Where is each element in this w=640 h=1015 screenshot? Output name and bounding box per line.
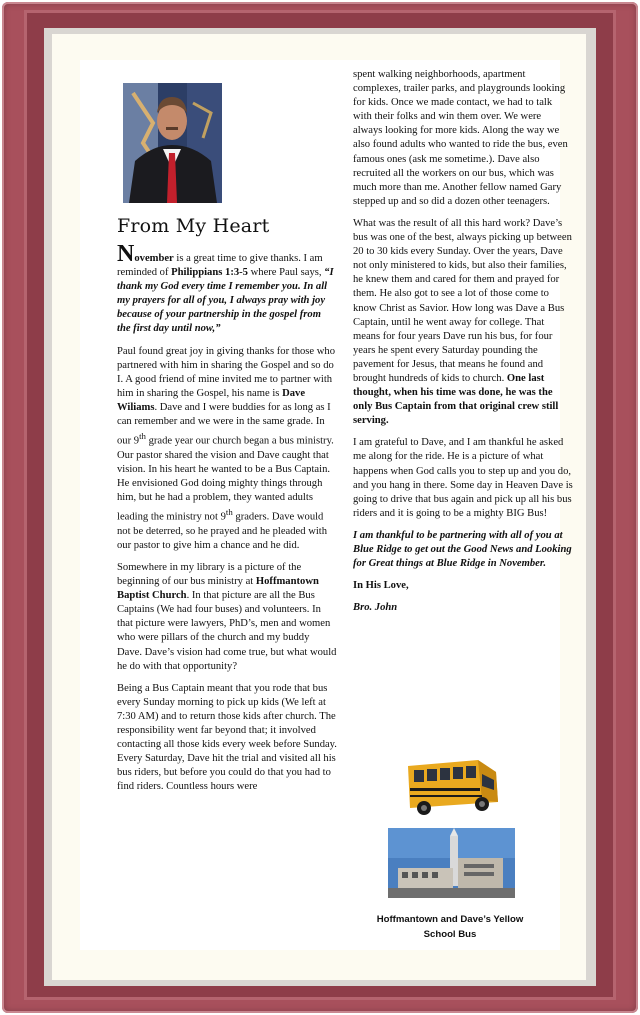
right-column: [353, 68, 573, 623]
text: ovember: [134, 253, 174, 264]
caption-line: School Bus: [423, 929, 477, 940]
text: grade year our church began a bus ministry. Our pastor shared the vision and Dave caught that vision. In his heart he wanted to be a Bus Captain. He envisioned God doing mighty things through him, but he had a problem, they wanted adults leading the ministry not 9: [117, 435, 334, 523]
superscript: th: [225, 507, 233, 518]
text: . In that picture are all the Bus Captains (We had four buses) and volunteers. In that picture were lawyers, PhD’s, men and women who were pillars of the church and my buddy Dave. Dave’s vision had come true, but what would he do with that opportunity?: [117, 590, 337, 672]
paragraph: [117, 345, 337, 553]
paragraph: Being a Bus Captain meant that you rode that bus every Sunday morning to pick up kids (We left at 7:30 AM) and to return those kids after church. The responsibility went far beyond that; it involved contacting all those kids every week before Sunday. Every Saturday, Dave hit the trial and visited all his bus riders, but before you could do that you had to find riders. Countless hours were: [117, 682, 337, 793]
superscript: th: [139, 431, 146, 442]
article-title: From My Heart: [117, 215, 270, 237]
author-photo: [123, 83, 222, 203]
text: Paul found great joy in giving thanks for those who partnered with him in sharing the Gospel and so do I. A good friend of mine invited me to partner with him in sharing the Gospel, his name is: [117, 345, 336, 399]
scripture-ref: Philippians 1:3-5: [171, 267, 248, 279]
church-building-image: [388, 828, 515, 898]
signoff: In His Love,: [353, 580, 409, 592]
text: is a great time to give thanks. I am reminded of: [117, 253, 323, 279]
drop-cap: N: [117, 241, 135, 267]
paragraph: I am grateful to Dave, and I am thankful he asked me along for the ride. He is a picture of what happens when God calls you to step up and you do, and you hang in there. Some day in Heaven Dave is going to drive that bus again and pick up all his bus riders and it is going to be a mighty BIG Bus!: [353, 437, 573, 519]
left-column: [117, 241, 337, 802]
bold-text: One last thought, when his time was done, he was the only Bus Captain from that original crew still serving.: [353, 372, 559, 427]
name: Dave Wiliams: [117, 387, 306, 413]
text: What was the result of all this hard work? Dave’s bus was one of the best, always picking up between 20 to 30 kids every Sunday. Over the years, Dave not only ministered to kids, but also their families, he knew them and cared for them and prayed for them. He also got to see a lot of those come to know Christ as Savior. How long was Dave a Bus Captain, until he went away for college. That means for four years Dave run his bus, for four years he spent every Saturday pounding the pavement for Jesus, that means he found and brought hundreds of kids to church.: [353, 217, 572, 384]
text: Somewhere in my library is a picture of the beginning of our bus ministry at: [117, 561, 302, 588]
image-caption: [355, 912, 545, 942]
paragraph: [117, 241, 337, 337]
text: . Dave and I were buddies for as long as I can remember and we were in the same grade. In our 9: [117, 401, 331, 447]
text: graders. Dave would not be deterred, so he prayed and he pleaded with our pastor to give him a chance and he did.: [117, 511, 328, 551]
paragraph: spent walking neighborhoods, apartment complexes, trailer parks, and playgrounds looking for kids. Once we made contact, we had to talk with their folks and win them over. We were always looking for more kids. Along the way we also found adults who wanted to ride the bus, even famous ones (ask me sometime.). Dave also recruited all the workers on our bus, which was much more than me. Another fellow named Gary stepped up and so did a dozen other teenagers.: [353, 69, 568, 207]
paragraph: [353, 217, 573, 428]
paragraph: [117, 561, 337, 674]
church-name: Hoffmantown Baptist Church: [117, 576, 319, 602]
text: where Paul says,: [247, 267, 325, 279]
signature: Bro. John: [353, 602, 398, 614]
closing-paragraph: I am thankful to be partnering with all of you at Blue Ridge to get out the Good News and Looking for Great things at Blue Ridge in November.: [353, 529, 572, 570]
school-bus-image: [400, 752, 503, 822]
caption-line: Hoffmantown and Dave’s Yellow: [376, 914, 524, 925]
scripture-quote: “I thank my God every time I remember you. In all my prayers for all of you, I always pray with joy because of your partnership in the gospel from the first day until now,”: [117, 267, 334, 335]
